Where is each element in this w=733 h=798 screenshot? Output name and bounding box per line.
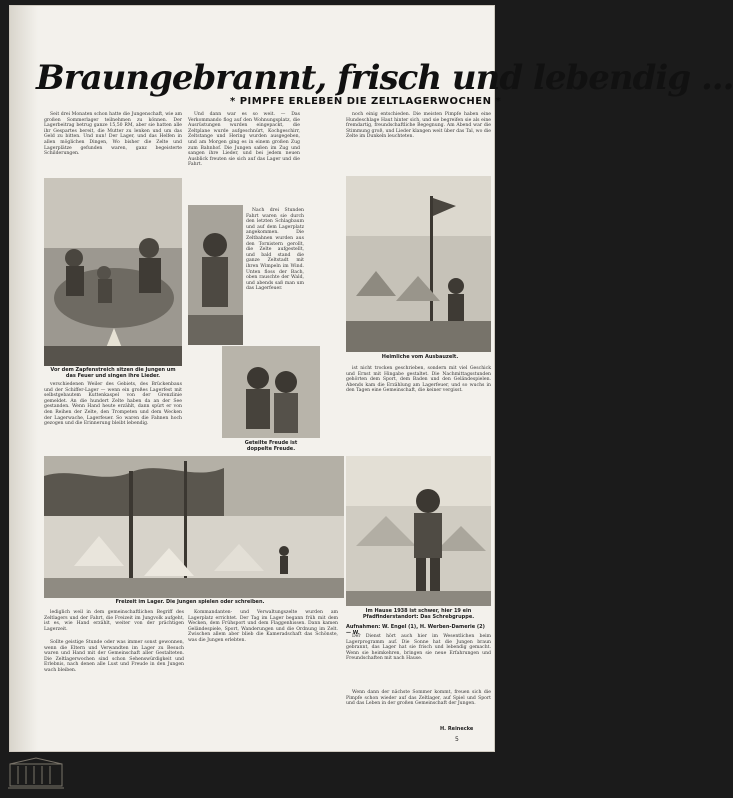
paragraph: verschiedenen Weiler des Gebiets, des Brückenbaus und der Schiffer-Lager — wenn ein großes Lagerfest mit selbstgebautem Kuttenkaspel von der Grenzlinie gemeldet. An die hundert Zelte haben da an der See gestanden. Wenn Hand heute erzählt, dann spürt er von den Reihen der Zelte, den Trompeten und dem Wecken der Lagerwache, Lagerfeuer. So waren die Fahnen hoch gezogen und die Erinnerung bleibt lebendig. (44, 382, 182, 427)
caption-photo-campfire: Vor dem Zapfenstreich sitzen die Jungen um das Feuer und singen ihre Lieder. (50, 367, 176, 379)
article-column-2-top (188, 112, 300, 207)
paragraph: noch einig entschieden. Die meisten Pimpfe haben eine Hundeschlage Haut hinter sich, und sie begreifen sie als eine fremdartig, freundschaftliche Begegnung. Am Abend war die Stimmung groß, und Lieder klangen weit über das Tal, wo die Zelte im Dunkeln leuchteten. (346, 112, 491, 140)
caption-photo-tents-trees: Freizeit im Lager. Die Jungen spielen oder schreiben. (115, 599, 265, 605)
page-binding-shadow (10, 6, 38, 751)
photo-boy-standing (346, 456, 491, 606)
paragraph: Der Dienst hört auch hier im Wesentlichen beim Lagerprogramm auf. Die Sonne hat die Jungen braun gebrannt, das Lager hat sie frisch und lebendig gemacht. Wenn sie heimkehren, bringen sie neue Erfahrungen und Freundschaften mit nach Hause. (346, 634, 491, 662)
library-stamp-logo-image (4, 756, 68, 794)
article-column-1-bottom-2 (44, 640, 184, 720)
paragraph: lediglich weil in dem gemeinschaftlichen Begriff des Zeltlagers und der Fahrt, die Freizeit im Jungvolk aufgeht, ist es, wie Hand erzählt, weiter von der prächtigen Lagerzeit. (44, 610, 184, 632)
article-author: H. Reinecke (440, 726, 474, 732)
article-column-2-bottom-text (188, 610, 338, 720)
caption-photo-boy-standing: Im Hause 1938 ist schwer, hier 19 ein Pfadfinderstandort: Das Schrebgruppe. (362, 608, 475, 620)
photo-boys-tent (188, 205, 243, 345)
photo-flag-camp-image (346, 176, 491, 352)
subheadline: * PIMPFE ERLEBEN DIE ZELTLAGERWOCHEN * (230, 96, 502, 107)
headline: Braungebrannt, frisch und lebendig ... (36, 58, 733, 98)
page-number: 5 (455, 736, 459, 743)
article-column-1-mid (44, 382, 182, 452)
paragraph: Nach drei Stunden Fahrt waren sie durch den letzten Schlagbaum und auf dem Lagerplatz angekommen. Die Zeltbahnen wurden aus den Tornistern gerollt, die Zelte aufgestellt, und bald stand die ganze Zeltstadt mit ihren Wimpeln im Wind. Unten floss der Bach, oben rauschte der Wald, und abends saß man um das Lagerfeuer. (246, 208, 304, 292)
photo-campfire (44, 178, 182, 366)
paragraph: Und dann war es so weit. — Das Verkommando flog auf den Wohnungsplatz, die Ausrüstungen wurden eingepackt, die Zeltplane wurde aufgeschnürt, Kochgeschirr, Zeltstange und Hering wurden ausgegeben, und am Morgen ging es in einem großen Zug zum Bahnhof. Die Jungen saßen im Zug und sangen ihre Lieder, und bei jedem neuen Ausblick freuten sie sich auf das Lager und die Fahrt. (188, 112, 300, 168)
photo-campfire-image (44, 178, 182, 366)
article-column-3-mid (346, 366, 491, 456)
paragraph: ist nicht trocken geschrieben, sondern mit viel Geschick und Ernst mit Hingabe gestaltet. Die Nachmittagsstunden gehörten dem Sport, dem Baden und den Geländespielen. Abends kam die Erzählung am Lagerfeuer, und so wuchs in den Tagen eine Gemeinschaft, die keiner vergisst. (346, 366, 491, 394)
article-column-2-bottom (254, 456, 344, 598)
paragraph: Kommandanten- und Verwaltungszelte wurden am Lagerplatz errichtet. Der Tag im Lager begann früh mit dem Wecken, dem Frühsport und dem Flaggenhissen. Dann kamen Geländespiele, Sport, Wanderungen und die Ordnung im Zelt. Zwischen allem aber blieb die Kameradschaft das Schönste, was die Jungen erlebten. (188, 610, 338, 643)
article-column-3-bottom-2 (346, 690, 491, 726)
caption-photo-flag-camp: Heimliche vom Ausbauzelt. (381, 354, 459, 360)
article-column-3-top (346, 112, 491, 174)
photo-flag-camp (346, 176, 491, 352)
photo-boy-standing-image (346, 456, 491, 606)
article-column-3-bottom (346, 634, 491, 689)
photo-boys-oval (222, 346, 320, 438)
photo-boys-oval-image (222, 346, 320, 438)
paragraph: Wenn dann der nächste Sommer kommt, freuen sich die Pimpfe schon wieder auf das Zeltlager, auf Spiel und Sport und das Leben in der großen Gemeinschaft der Jungen. (346, 690, 491, 707)
caption-photo-boys-oval: Geteilte Freude ist doppelte Freude. (244, 440, 298, 452)
paragraph: Sollte geistige Stunde oder was immer sonst gewonnen, wenn die Eltern und Verwandten im Lager zu Besuch waren und Hand mit der Gemeinschaft aller Gestalteten. Die Zeltlagerwochen sind schon Sehenswürdigkeit und Erlebnis, nach denen alle Lust und Freude in den Jungen wach bleiben. (44, 640, 184, 673)
photo-boys-tent-image (188, 205, 243, 345)
library-stamp-logo (4, 756, 68, 794)
article-column-2-narrow (246, 208, 304, 348)
paragraph: Seit drei Monaten schon hatte die Jungenschaft, wie am großen Sommerlager teilnehmen zu können. Der Lagerbeitrag betrug ganze 15,50 RM, aber sie hatten alle ihr Gespartes bereit, die Mutter zu lenken und um das Geld zu bitten. Und nun! Der Lager, und das Helfen in allen möglichen Dingen, Wo bisher die Zelte und Lagerplätze gefunden waren, ganz begeisterte Schilderungen. (44, 112, 182, 157)
article-column-1-bottom (44, 610, 184, 638)
photo-credit: Aufnahmen: W. Engel (1), H. Werben-Damerie (2) — W. (346, 624, 485, 636)
article-column-1-top (44, 112, 182, 177)
